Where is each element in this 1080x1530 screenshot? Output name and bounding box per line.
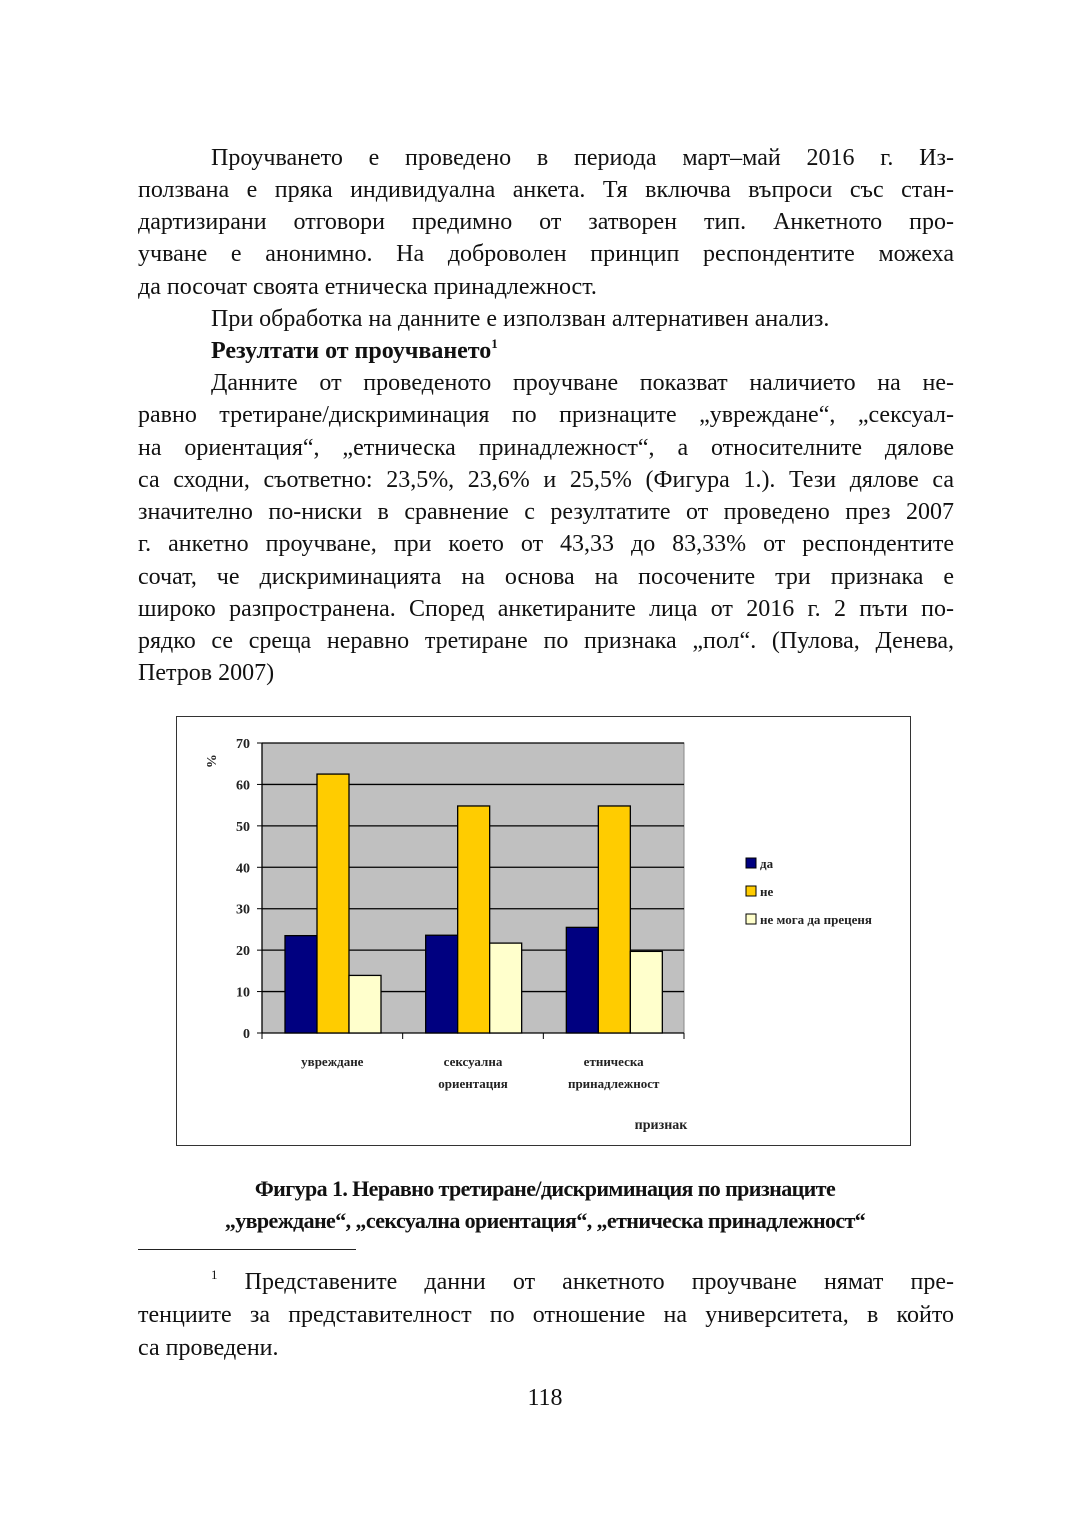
bar-не	[458, 806, 490, 1033]
x-tick-label: увреждане	[301, 1054, 364, 1069]
text-line: равно третиране/дискриминация по признаците „увреждане“, „сексуал-	[138, 402, 954, 428]
bar-не	[317, 774, 349, 1033]
text-line: рядко се среща неравно третиране по признака „пол“. (Пулова, Денева,	[138, 628, 954, 654]
footnote-text: Представените данни от анкетното проучване нямат пре-	[244, 1269, 955, 1295]
y-tick-label: 70	[236, 737, 250, 752]
legend-label: не	[760, 884, 774, 899]
legend-label: да	[760, 856, 774, 871]
y-axis-label: %	[203, 754, 218, 768]
bar-не-мога-да-преценя	[349, 975, 381, 1033]
footnote-line	[211, 1266, 954, 1299]
y-tick-label: 20	[236, 944, 250, 960]
figure-caption-line: Фигура 1. Неравно третиране/дискриминация по признаците	[254, 1176, 836, 1201]
figure-caption-line: „увреждане“, „сексуална ориентация“, „етническа принадлежност“	[224, 1208, 866, 1233]
y-tick-label: 10	[236, 985, 250, 1001]
text-line: значително по-ниски в сравнение с резултатите от проведено през 2007	[138, 499, 954, 525]
x-axis-label: признак	[634, 1118, 688, 1133]
x-tick-label: сексуална	[443, 1054, 503, 1069]
text-line: са сходни, съответно: 23,5%, 23,6% и 25,5% (Фигура 1.). Тези дялове са	[138, 467, 954, 493]
text-line: ползвана е пряка индивидуална анкета. Тя включва въпроси със стан-	[138, 177, 954, 203]
heading-text: Резултати от проучването	[211, 338, 492, 364]
legend-swatch	[746, 886, 756, 896]
y-tick-label: 30	[236, 902, 250, 918]
legend-swatch	[746, 858, 756, 868]
y-tick-label: 0	[243, 1027, 250, 1042]
x-tick-label: ориентация	[438, 1076, 508, 1091]
text-line: учване е анонимно. На доброволен принцип респондентите можеха	[138, 241, 954, 267]
x-tick-label: принадлежност	[567, 1076, 660, 1091]
paragraph-analysis: При обработка на данните е използван алтернативен анализ.	[211, 306, 830, 332]
bar-не	[598, 806, 630, 1033]
footnote-number: 1	[211, 1267, 218, 1282]
footnote-divider	[138, 1249, 356, 1250]
y-tick-label: 50	[236, 819, 250, 835]
bar-да	[285, 936, 317, 1033]
text-line: да посочат своята етническа принадлежност.	[138, 274, 597, 300]
footnote-line: тенциите за представителност по отношение на университета, в който	[138, 1302, 954, 1328]
text-line: Петров 2007)	[138, 660, 275, 686]
text-line: Данните от проведеното проучване показват наличието на не-	[211, 370, 954, 396]
text-line: на ориентация“, „етническа принадлежност“, а относителните дялове	[138, 435, 954, 461]
legend-swatch	[746, 914, 756, 924]
bar-не-мога-да-преценя	[630, 951, 662, 1033]
section-heading	[211, 335, 954, 367]
footnote-mark[interactable]: 1	[491, 336, 498, 351]
figure-chart	[176, 716, 911, 1146]
text-line: Проучването е проведено в периода март–май 2016 г. Из-	[211, 145, 954, 171]
y-tick-label: 40	[236, 861, 250, 877]
bar-не-мога-да-преценя	[490, 943, 522, 1033]
footnote-line: са проведени.	[138, 1335, 279, 1361]
bar-chart	[177, 717, 912, 1147]
page-number: 118	[527, 1385, 563, 1411]
x-tick-label: етническа	[583, 1054, 644, 1069]
legend-label: не мога да преценя	[760, 912, 872, 927]
y-tick-label: 60	[236, 778, 250, 794]
bar-да	[566, 927, 598, 1033]
text-line: широко разпространена. Според анкетираните лица от 2016 г. 2 пъти по-	[138, 596, 954, 622]
text-line: дартизирани отговори предимно от затворен тип. Анкетното про-	[138, 209, 954, 235]
text-line: сочат, че дискриминацията на основа на посочените три признака е	[138, 564, 954, 590]
text-line: г. анкетно проучване, при което от 43,33 до 83,33% от респондентите	[138, 531, 954, 557]
bar-да	[426, 935, 458, 1033]
